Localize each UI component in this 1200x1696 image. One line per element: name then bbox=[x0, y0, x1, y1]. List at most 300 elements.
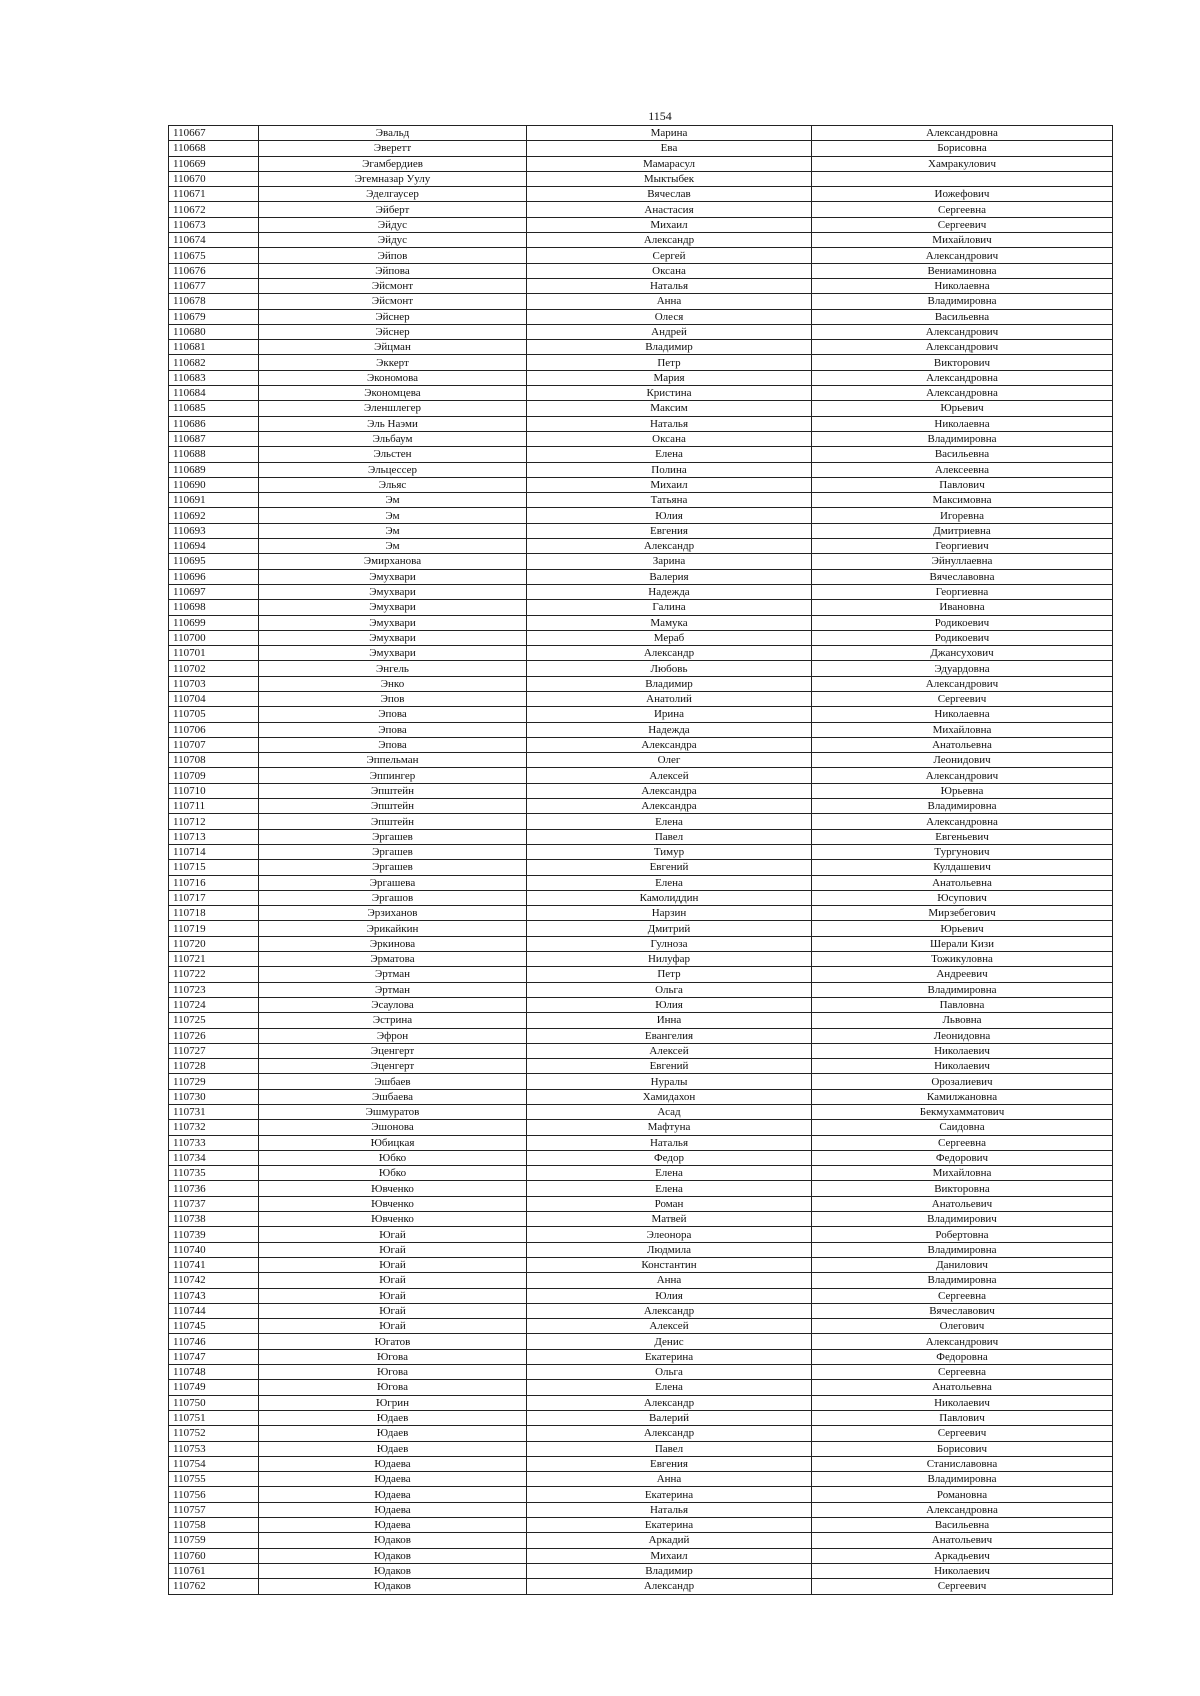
table-row bbox=[169, 982, 1113, 997]
first-name-cell: Алексей bbox=[527, 1319, 812, 1334]
surname-cell: Юдаева bbox=[259, 1502, 527, 1517]
record-number-cell: 110724 bbox=[169, 997, 259, 1012]
record-number-cell: 110762 bbox=[169, 1579, 259, 1594]
surname-cell: Югай bbox=[259, 1288, 527, 1303]
table-row bbox=[169, 936, 1113, 951]
surname-cell: Югатов bbox=[259, 1334, 527, 1349]
patronymic-cell: Юсупович bbox=[812, 890, 1113, 905]
patronymic-cell: Викторовна bbox=[812, 1181, 1113, 1196]
table-row bbox=[169, 1150, 1113, 1165]
table-row bbox=[169, 355, 1113, 370]
patronymic-cell: Кулдашевич bbox=[812, 860, 1113, 875]
record-number-cell: 110685 bbox=[169, 401, 259, 416]
record-number-cell: 110737 bbox=[169, 1196, 259, 1211]
surname-cell: Югова bbox=[259, 1365, 527, 1380]
table-row bbox=[169, 722, 1113, 737]
surname-cell: Эстрина bbox=[259, 1013, 527, 1028]
patronymic-cell: Александровна bbox=[812, 386, 1113, 401]
first-name-cell: Александр bbox=[527, 1426, 812, 1441]
patronymic-cell: Анатольевич bbox=[812, 1533, 1113, 1548]
surname-cell: Эйберт bbox=[259, 202, 527, 217]
table-row bbox=[169, 1579, 1113, 1594]
table-row bbox=[169, 584, 1113, 599]
first-name-cell: Нилуфар bbox=[527, 952, 812, 967]
surname-cell: Эргашева bbox=[259, 875, 527, 890]
record-number-cell: 110759 bbox=[169, 1533, 259, 1548]
surname-cell: Эм bbox=[259, 523, 527, 538]
patronymic-cell: Шерали Кизи bbox=[812, 936, 1113, 951]
surname-cell: Эленшлегер bbox=[259, 401, 527, 416]
surname-cell: Ювченко bbox=[259, 1212, 527, 1227]
surname-cell: Югай bbox=[259, 1242, 527, 1257]
patronymic-cell: Родикоевич bbox=[812, 630, 1113, 645]
record-number-cell: 110688 bbox=[169, 447, 259, 462]
first-name-cell: Валерий bbox=[527, 1410, 812, 1425]
table-row bbox=[169, 233, 1113, 248]
table-row bbox=[169, 829, 1113, 844]
surname-cell: Эмухвари bbox=[259, 584, 527, 599]
first-name-cell: Дмитрий bbox=[527, 921, 812, 936]
surname-cell: Эгамбердиев bbox=[259, 156, 527, 171]
record-number-cell: 110729 bbox=[169, 1074, 259, 1089]
table-row bbox=[169, 1349, 1113, 1364]
record-number-cell: 110675 bbox=[169, 248, 259, 263]
first-name-cell: Наталья bbox=[527, 416, 812, 431]
first-name-cell: Александр bbox=[527, 539, 812, 554]
record-number-cell: 110714 bbox=[169, 844, 259, 859]
surname-cell: Югай bbox=[259, 1273, 527, 1288]
first-name-cell: Елена bbox=[527, 1181, 812, 1196]
table-row bbox=[169, 676, 1113, 691]
surname-cell: Югай bbox=[259, 1227, 527, 1242]
surname-cell: Эльстен bbox=[259, 447, 527, 462]
table-row bbox=[169, 661, 1113, 676]
first-name-cell: Надежда bbox=[527, 584, 812, 599]
record-number-cell: 110713 bbox=[169, 829, 259, 844]
first-name-cell: Надежда bbox=[527, 722, 812, 737]
record-number-cell: 110756 bbox=[169, 1487, 259, 1502]
record-number-cell: 110740 bbox=[169, 1242, 259, 1257]
first-name-cell: Тимур bbox=[527, 844, 812, 859]
record-number-cell: 110676 bbox=[169, 263, 259, 278]
record-number-cell: 110682 bbox=[169, 355, 259, 370]
surname-cell: Эргашев bbox=[259, 860, 527, 875]
first-name-cell: Вячеслав bbox=[527, 187, 812, 202]
record-number-cell: 110690 bbox=[169, 477, 259, 492]
table-row bbox=[169, 783, 1113, 798]
first-name-cell: Елена bbox=[527, 1380, 812, 1395]
table-row bbox=[169, 1196, 1113, 1211]
patronymic-cell: Михайловна bbox=[812, 1166, 1113, 1181]
surname-cell: Эценгерт bbox=[259, 1043, 527, 1058]
table-row bbox=[169, 753, 1113, 768]
surname-cell: Эйсмонт bbox=[259, 278, 527, 293]
record-number-cell: 110741 bbox=[169, 1257, 259, 1272]
surname-cell: Юдаева bbox=[259, 1487, 527, 1502]
first-name-cell: Мераб bbox=[527, 630, 812, 645]
surname-cell: Эм bbox=[259, 493, 527, 508]
first-name-cell: Юлия bbox=[527, 508, 812, 523]
first-name-cell: Инна bbox=[527, 1013, 812, 1028]
table-row bbox=[169, 630, 1113, 645]
record-number-cell: 110751 bbox=[169, 1410, 259, 1425]
table-row bbox=[169, 1472, 1113, 1487]
table-row bbox=[169, 921, 1113, 936]
surname-cell: Юдаева bbox=[259, 1472, 527, 1487]
record-number-cell: 110667 bbox=[169, 126, 259, 141]
table-row bbox=[169, 997, 1113, 1012]
surname-cell: Эпштейн bbox=[259, 799, 527, 814]
surname-cell: Эль Наэми bbox=[259, 416, 527, 431]
record-number-cell: 110755 bbox=[169, 1472, 259, 1487]
surname-cell: Юдаев bbox=[259, 1410, 527, 1425]
patronymic-cell: Владимировна bbox=[812, 1242, 1113, 1257]
patronymic-cell: Родикоевич bbox=[812, 615, 1113, 630]
first-name-cell: Константин bbox=[527, 1257, 812, 1272]
surname-cell: Юбко bbox=[259, 1150, 527, 1165]
patronymic-cell: Вениаминовна bbox=[812, 263, 1113, 278]
record-number-cell: 110761 bbox=[169, 1563, 259, 1578]
table-row bbox=[169, 615, 1113, 630]
first-name-cell: Оксана bbox=[527, 431, 812, 446]
patronymic-cell: Игоревна bbox=[812, 508, 1113, 523]
patronymic-cell: Владимировна bbox=[812, 1472, 1113, 1487]
patronymic-cell: Вячеславовна bbox=[812, 569, 1113, 584]
first-name-cell: Любовь bbox=[527, 661, 812, 676]
surname-cell: Эмухвари bbox=[259, 630, 527, 645]
patronymic-cell: Александрович bbox=[812, 676, 1113, 691]
first-name-cell: Ольга bbox=[527, 982, 812, 997]
table-row bbox=[169, 952, 1113, 967]
patronymic-cell: Николаевич bbox=[812, 1059, 1113, 1074]
table-row bbox=[169, 691, 1113, 706]
record-number-cell: 110710 bbox=[169, 783, 259, 798]
patronymic-cell: Львовна bbox=[812, 1013, 1113, 1028]
first-name-cell: Александра bbox=[527, 799, 812, 814]
patronymic-cell: Владимировна bbox=[812, 982, 1113, 997]
surname-cell: Эйпов bbox=[259, 248, 527, 263]
surname-cell: Эртман bbox=[259, 982, 527, 997]
first-name-cell: Олеся bbox=[527, 309, 812, 324]
first-name-cell: Галина bbox=[527, 600, 812, 615]
table-row bbox=[169, 370, 1113, 385]
first-name-cell: Хамидахон bbox=[527, 1089, 812, 1104]
record-number-cell: 110668 bbox=[169, 141, 259, 156]
patronymic-cell: Васильевна bbox=[812, 1518, 1113, 1533]
surname-cell: Югай bbox=[259, 1257, 527, 1272]
table-row bbox=[169, 187, 1113, 202]
first-name-cell: Александр bbox=[527, 1395, 812, 1410]
table-row bbox=[169, 1426, 1113, 1441]
patronymic-cell: Дмитриевна bbox=[812, 523, 1113, 538]
first-name-cell: Анастасия bbox=[527, 202, 812, 217]
first-name-cell: Роман bbox=[527, 1196, 812, 1211]
patronymic-cell: Георгиевич bbox=[812, 539, 1113, 554]
record-number-cell: 110678 bbox=[169, 294, 259, 309]
first-name-cell: Олег bbox=[527, 753, 812, 768]
patronymic-cell: Александровна bbox=[812, 370, 1113, 385]
patronymic-cell: Павлович bbox=[812, 1410, 1113, 1425]
record-number-cell: 110719 bbox=[169, 921, 259, 936]
patronymic-cell: Федоровна bbox=[812, 1349, 1113, 1364]
table-row bbox=[169, 1043, 1113, 1058]
page-number: 1154 bbox=[648, 109, 672, 123]
table-row bbox=[169, 1365, 1113, 1380]
surname-cell: Эверетт bbox=[259, 141, 527, 156]
record-number-cell: 110704 bbox=[169, 691, 259, 706]
patronymic-cell: Юрьевич bbox=[812, 921, 1113, 936]
table-row bbox=[169, 539, 1113, 554]
patronymic-cell: Александрович bbox=[812, 1334, 1113, 1349]
first-name-cell: Александр bbox=[527, 1579, 812, 1594]
patronymic-cell: Олегович bbox=[812, 1319, 1113, 1334]
first-name-cell: Юлия bbox=[527, 1288, 812, 1303]
patronymic-cell: Леонидовна bbox=[812, 1028, 1113, 1043]
record-number-cell: 110686 bbox=[169, 416, 259, 431]
record-number-cell: 110700 bbox=[169, 630, 259, 645]
first-name-cell: Александр bbox=[527, 646, 812, 661]
surname-cell: Эпова bbox=[259, 707, 527, 722]
record-number-cell: 110695 bbox=[169, 554, 259, 569]
patronymic-cell: Сергеевич bbox=[812, 691, 1113, 706]
surname-cell: Эйцман bbox=[259, 340, 527, 355]
record-number-cell: 110671 bbox=[169, 187, 259, 202]
surname-cell: Эшбаева bbox=[259, 1089, 527, 1104]
record-number-cell: 110670 bbox=[169, 171, 259, 186]
first-name-cell: Евангелия bbox=[527, 1028, 812, 1043]
patronymic-cell: Юрьевна bbox=[812, 783, 1113, 798]
patronymic-cell: Юрьевич bbox=[812, 401, 1113, 416]
first-name-cell: Ева bbox=[527, 141, 812, 156]
surname-cell: Эделгаусер bbox=[259, 187, 527, 202]
record-number-cell: 110734 bbox=[169, 1150, 259, 1165]
patronymic-cell: Алексеевна bbox=[812, 462, 1113, 477]
table-row bbox=[169, 202, 1113, 217]
table-row bbox=[169, 1227, 1113, 1242]
first-name-cell: Анна bbox=[527, 294, 812, 309]
patronymic-cell: Владимирович bbox=[812, 1212, 1113, 1227]
record-number-cell: 110738 bbox=[169, 1212, 259, 1227]
first-name-cell: Александр bbox=[527, 233, 812, 248]
patronymic-cell: Борисовна bbox=[812, 141, 1113, 156]
record-number-cell: 110760 bbox=[169, 1548, 259, 1563]
table-row bbox=[169, 646, 1113, 661]
record-number-cell: 110722 bbox=[169, 967, 259, 982]
surname-cell: Эккерт bbox=[259, 355, 527, 370]
table-row bbox=[169, 1059, 1113, 1074]
first-name-cell: Мафтуна bbox=[527, 1120, 812, 1135]
first-name-cell: Людмила bbox=[527, 1242, 812, 1257]
surname-cell: Эпштейн bbox=[259, 783, 527, 798]
first-name-cell: Зарина bbox=[527, 554, 812, 569]
record-number-cell: 110680 bbox=[169, 324, 259, 339]
first-name-cell: Евгения bbox=[527, 1456, 812, 1471]
record-number-cell: 110736 bbox=[169, 1181, 259, 1196]
surname-cell: Югова bbox=[259, 1380, 527, 1395]
record-number-cell: 110706 bbox=[169, 722, 259, 737]
surname-cell: Эльцессер bbox=[259, 462, 527, 477]
table-row bbox=[169, 156, 1113, 171]
patronymic-cell: Данилович bbox=[812, 1257, 1113, 1272]
record-number-cell: 110758 bbox=[169, 1518, 259, 1533]
surname-cell: Юдаева bbox=[259, 1518, 527, 1533]
patronymic-cell: Леонидович bbox=[812, 753, 1113, 768]
patronymic-cell: Анатольевна bbox=[812, 875, 1113, 890]
record-number-cell: 110721 bbox=[169, 952, 259, 967]
patronymic-cell: Саидовна bbox=[812, 1120, 1113, 1135]
patronymic-cell: Ивановна bbox=[812, 600, 1113, 615]
record-number-cell: 110717 bbox=[169, 890, 259, 905]
table-row bbox=[169, 340, 1113, 355]
patronymic-cell: Михайловна bbox=[812, 722, 1113, 737]
patronymic-cell: Васильевна bbox=[812, 309, 1113, 324]
first-name-cell: Алексей bbox=[527, 768, 812, 783]
record-number-cell: 110744 bbox=[169, 1303, 259, 1318]
table-row bbox=[169, 294, 1113, 309]
surname-cell: Эмухвари bbox=[259, 569, 527, 584]
table-row bbox=[169, 141, 1113, 156]
patronymic-cell: Аркадьевич bbox=[812, 1548, 1113, 1563]
record-number-cell: 110709 bbox=[169, 768, 259, 783]
record-number-cell: 110748 bbox=[169, 1365, 259, 1380]
patronymic-cell: Николаевич bbox=[812, 1395, 1113, 1410]
patronymic-cell: Орозалиевич bbox=[812, 1074, 1113, 1089]
record-number-cell: 110732 bbox=[169, 1120, 259, 1135]
surname-cell: Юбко bbox=[259, 1166, 527, 1181]
surname-cell: Эйсмонт bbox=[259, 294, 527, 309]
first-name-cell: Валерия bbox=[527, 569, 812, 584]
table-row bbox=[169, 875, 1113, 890]
patronymic-cell: Александровна bbox=[812, 1502, 1113, 1517]
surname-cell: Эйдус bbox=[259, 233, 527, 248]
table-row bbox=[169, 1089, 1113, 1104]
surname-cell: Эльяс bbox=[259, 477, 527, 492]
first-name-cell: Юлия bbox=[527, 997, 812, 1012]
record-number-cell: 110693 bbox=[169, 523, 259, 538]
first-name-cell: Андрей bbox=[527, 324, 812, 339]
first-name-cell: Екатерина bbox=[527, 1518, 812, 1533]
surname-cell: Эрикайкин bbox=[259, 921, 527, 936]
record-number-cell: 110699 bbox=[169, 615, 259, 630]
surname-cell: Эпштейн bbox=[259, 814, 527, 829]
table-row bbox=[169, 462, 1113, 477]
patronymic-cell: Георгиевна bbox=[812, 584, 1113, 599]
first-name-cell: Евгений bbox=[527, 860, 812, 875]
table-row bbox=[169, 1487, 1113, 1502]
surname-cell: Эм bbox=[259, 539, 527, 554]
surname-cell: Эппельман bbox=[259, 753, 527, 768]
record-number-cell: 110750 bbox=[169, 1395, 259, 1410]
patronymic-cell: Иожефович bbox=[812, 187, 1113, 202]
surname-cell: Эргашов bbox=[259, 890, 527, 905]
table-row bbox=[169, 1548, 1113, 1563]
surname-cell: Эйснер bbox=[259, 309, 527, 324]
first-name-cell: Елена bbox=[527, 875, 812, 890]
first-name-cell: Оксана bbox=[527, 263, 812, 278]
table-row bbox=[169, 508, 1113, 523]
first-name-cell: Павел bbox=[527, 829, 812, 844]
first-name-cell: Кристина bbox=[527, 386, 812, 401]
surname-cell: Юдаков bbox=[259, 1563, 527, 1578]
surname-cell: Эйдус bbox=[259, 217, 527, 232]
record-number-cell: 110673 bbox=[169, 217, 259, 232]
first-name-cell: Владимир bbox=[527, 1563, 812, 1578]
table-row bbox=[169, 1456, 1113, 1471]
record-number-cell: 110684 bbox=[169, 386, 259, 401]
table-row bbox=[169, 814, 1113, 829]
first-name-cell: Гулноза bbox=[527, 936, 812, 951]
record-number-cell: 110711 bbox=[169, 799, 259, 814]
table-row bbox=[169, 1135, 1113, 1150]
record-number-cell: 110689 bbox=[169, 462, 259, 477]
first-name-cell: Анна bbox=[527, 1273, 812, 1288]
surname-cell: Юдаков bbox=[259, 1579, 527, 1594]
record-number-cell: 110745 bbox=[169, 1319, 259, 1334]
first-name-cell: Петр bbox=[527, 355, 812, 370]
first-name-cell: Наталья bbox=[527, 1502, 812, 1517]
table-row bbox=[169, 1319, 1113, 1334]
record-number-cell: 110723 bbox=[169, 982, 259, 997]
patronymic-cell: Сергеевич bbox=[812, 1426, 1113, 1441]
surname-cell: Эркинова bbox=[259, 936, 527, 951]
patronymic-cell: Сергеевна bbox=[812, 202, 1113, 217]
table-row bbox=[169, 248, 1113, 263]
patronymic-cell: Борисович bbox=[812, 1441, 1113, 1456]
patronymic-cell: Максимовна bbox=[812, 493, 1113, 508]
patronymic-cell bbox=[812, 171, 1113, 186]
table-row bbox=[169, 1288, 1113, 1303]
patronymic-cell: Владимировна bbox=[812, 1273, 1113, 1288]
surname-cell: Ювченко bbox=[259, 1181, 527, 1196]
record-number-cell: 110677 bbox=[169, 278, 259, 293]
surname-cell: Юдаева bbox=[259, 1456, 527, 1471]
patronymic-cell: Павлович bbox=[812, 477, 1113, 492]
first-name-cell: Асад bbox=[527, 1105, 812, 1120]
record-number-cell: 110691 bbox=[169, 493, 259, 508]
table-row bbox=[169, 844, 1113, 859]
patronymic-cell: Тургунович bbox=[812, 844, 1113, 859]
first-name-cell: Наталья bbox=[527, 278, 812, 293]
first-name-cell: Матвей bbox=[527, 1212, 812, 1227]
table-row bbox=[169, 1074, 1113, 1089]
table-row bbox=[169, 431, 1113, 446]
patronymic-cell: Робертовна bbox=[812, 1227, 1113, 1242]
first-name-cell: Александра bbox=[527, 737, 812, 752]
record-number-cell: 110672 bbox=[169, 202, 259, 217]
record-number-cell: 110696 bbox=[169, 569, 259, 584]
table-row bbox=[169, 737, 1113, 752]
table-row bbox=[169, 217, 1113, 232]
table-row bbox=[169, 126, 1113, 141]
surname-cell: Эшонова bbox=[259, 1120, 527, 1135]
table-row bbox=[169, 523, 1113, 538]
record-number-cell: 110683 bbox=[169, 370, 259, 385]
surname-cell: Юдаков bbox=[259, 1548, 527, 1563]
first-name-cell: Александр bbox=[527, 1303, 812, 1318]
surname-cell: Эшбаев bbox=[259, 1074, 527, 1089]
record-number-cell: 110742 bbox=[169, 1273, 259, 1288]
surname-cell: Эпова bbox=[259, 722, 527, 737]
patronymic-cell: Александровна bbox=[812, 126, 1113, 141]
patronymic-cell: Мирзебегович bbox=[812, 906, 1113, 921]
first-name-cell: Мария bbox=[527, 370, 812, 385]
table-row bbox=[169, 386, 1113, 401]
table-row bbox=[169, 1212, 1113, 1227]
surname-cell: Эмухвари bbox=[259, 615, 527, 630]
first-name-cell: Павел bbox=[527, 1441, 812, 1456]
surname-cell: Эфрон bbox=[259, 1028, 527, 1043]
surname-cell: Эрзиханов bbox=[259, 906, 527, 921]
